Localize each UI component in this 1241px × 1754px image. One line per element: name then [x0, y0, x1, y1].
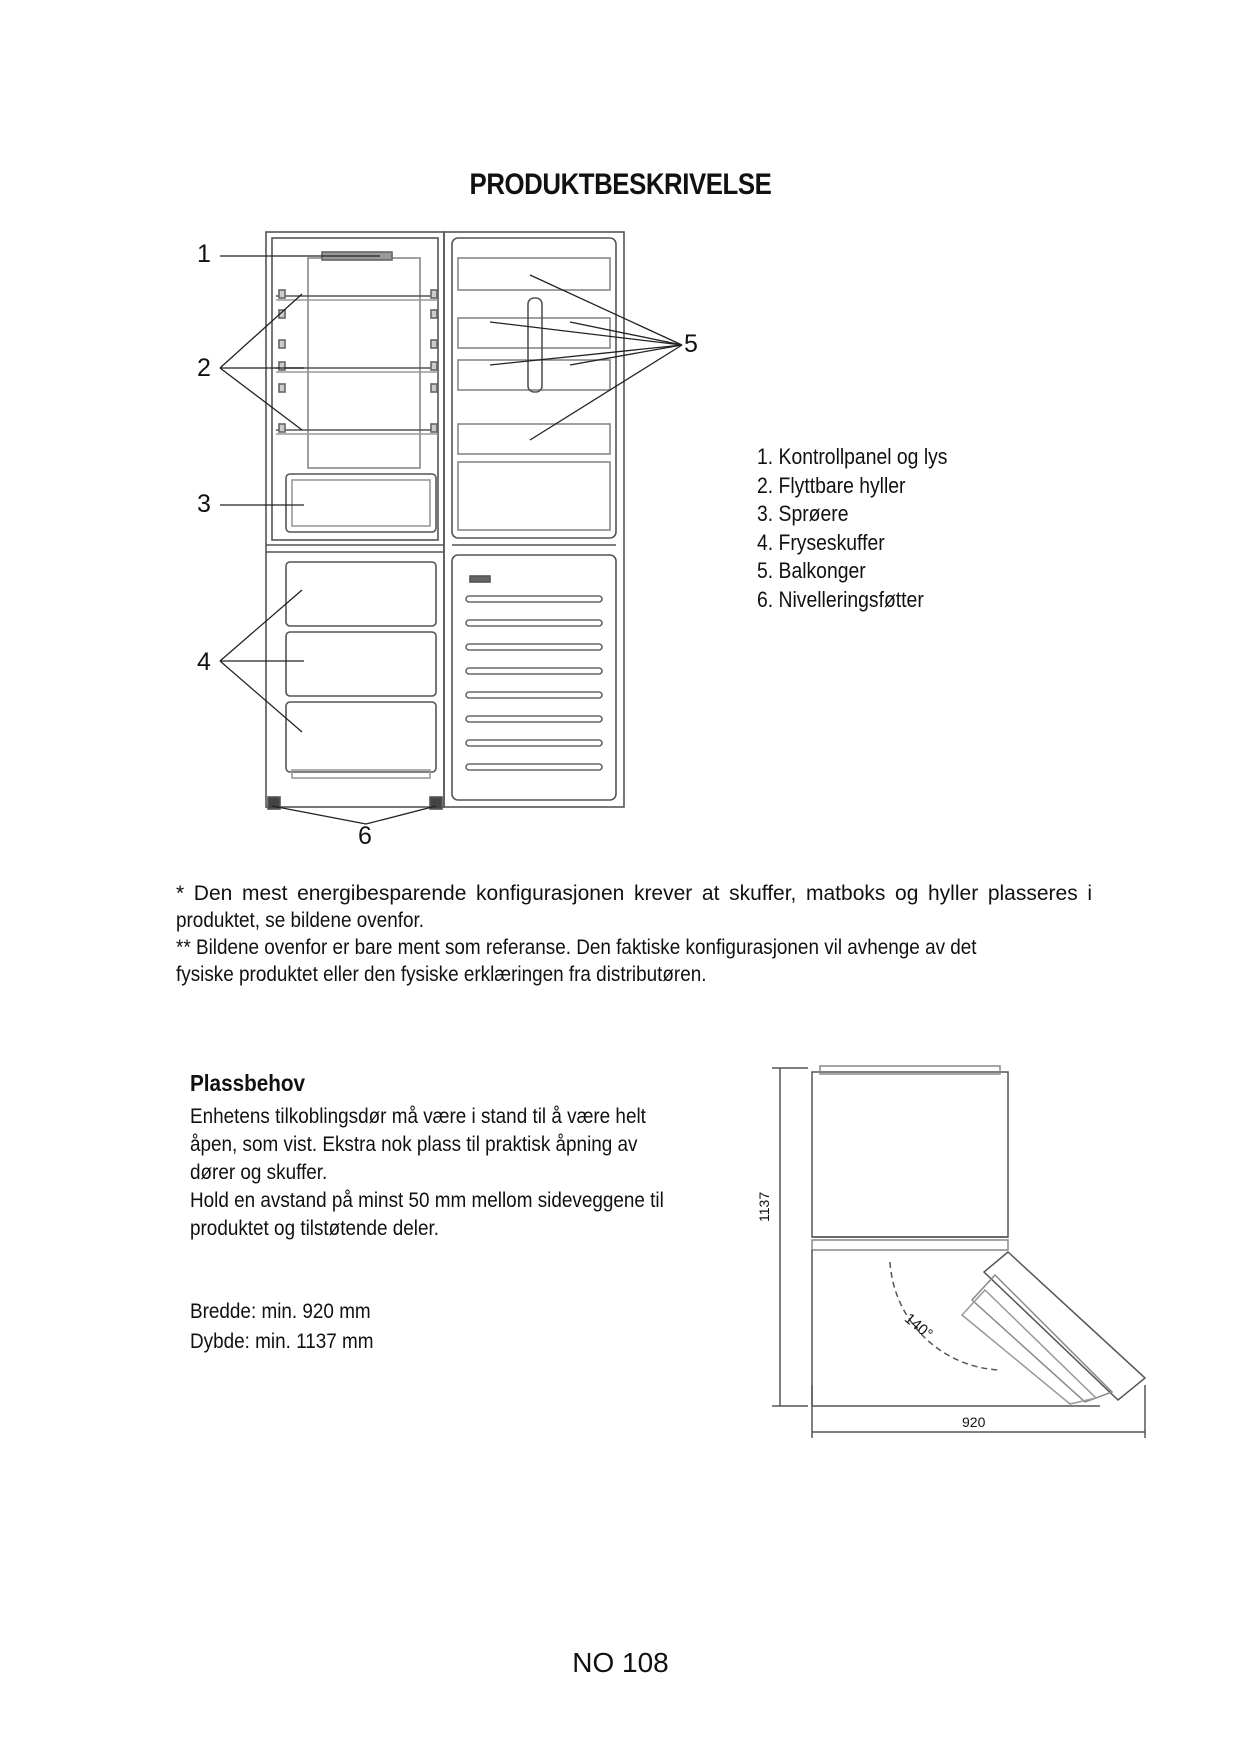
notes [176, 880, 1092, 988]
space-line-1: Enhetens tilkoblingsdør må være i stand til å være helt [190, 1105, 646, 1128]
note-1-line-1: * Den mest energibesparende konfigurasjonen krever at skuffer, matboks og hyller plasseres i [176, 882, 1092, 905]
callout-2: 2 [197, 354, 211, 382]
freezer-drawer-1 [286, 562, 436, 626]
callout-4: 4 [197, 648, 211, 676]
dimensions [190, 1297, 394, 1357]
page-number: NO 108 [572, 1647, 669, 1678]
control-panel [322, 252, 392, 260]
legend-item-3: 3. Sprøere [757, 501, 849, 526]
crisper-drawer [286, 474, 436, 532]
space-line-5: produktet og tilstøtende deler. [190, 1217, 440, 1240]
leveling-foot-left [268, 797, 280, 809]
note-2-line-2: fysiske produktet eller den fysiske erklæringen fra distributøren. [176, 963, 707, 986]
legend-list [757, 443, 973, 614]
space-line-2: åpen, som vist. Ekstra nok plass til praktisk åpning av [190, 1133, 638, 1156]
width-dimension-label: 920 [962, 1414, 986, 1430]
legend-item-5: 5. Balkonger [757, 558, 866, 583]
door-outline [444, 232, 624, 807]
left-cabinet-outline [266, 232, 444, 807]
door-handle-bar [528, 298, 542, 392]
note-1-line-2: produktet, se bildene ovenfor. [176, 909, 424, 932]
leveling-foot-right [430, 797, 442, 809]
space-requirements [190, 1070, 710, 1243]
freezer-drawer-2 [286, 632, 436, 696]
angle-label: 140° [901, 1310, 936, 1343]
height-dimension-label: 1137 [756, 1191, 772, 1222]
min-depth: Dybde: min. 1137 mm [190, 1330, 374, 1353]
legend-item-6: 6. Nivelleringsføtter [757, 586, 924, 612]
min-width: Bredde: min. 920 mm [190, 1300, 371, 1323]
callout-1: 1 [197, 240, 211, 268]
legend-item-2: 2. Flyttbare hyller [757, 472, 906, 498]
note-2-line-1: ** Bildene ovenfor er bare ment som referanse. Den faktiske konfigurasjonen vil avhenge av det [176, 936, 977, 959]
page-title: PRODUKTBESKRIVELSE [469, 168, 772, 201]
legend-item-4: 4. Fryseskuffer [757, 529, 885, 555]
freezer-drawer-3 [286, 702, 436, 772]
space-line-3: dører og skuffer. [190, 1161, 328, 1184]
callout-5: 5 [684, 330, 698, 358]
callout-3: 3 [197, 490, 211, 518]
space-line-4: Hold en avstand på minst 50 mm mellom sideveggene til [190, 1189, 664, 1212]
legend-item-1: 1. Kontrollpanel og lys [757, 444, 948, 469]
callout-6: 6 [358, 822, 372, 850]
space-heading: Plassbehov [190, 1070, 306, 1096]
